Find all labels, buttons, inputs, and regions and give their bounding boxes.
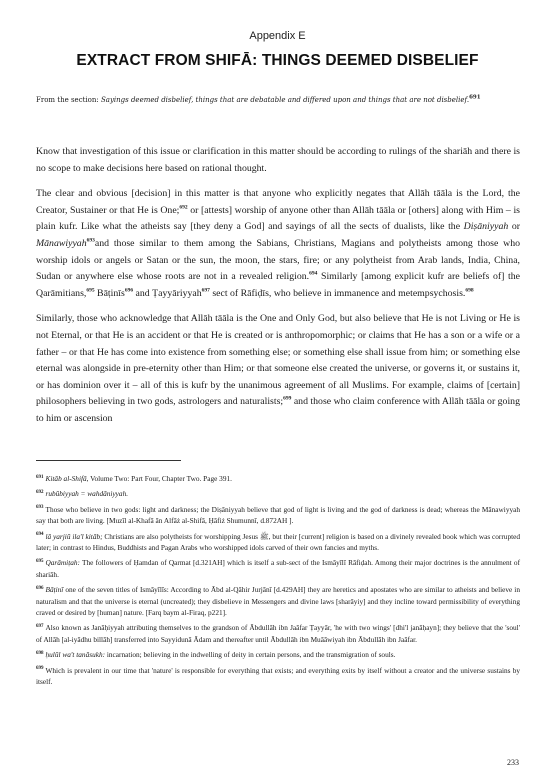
text-run: sect of Rāfiḍīs, who believe in immanence and metempsychosis.	[209, 287, 466, 299]
footnote-number: 692	[36, 489, 44, 495]
text-run: and those similar to them among the Sabians, Christians, Magians and polytheists among those who worship idols or angels or Satan or the sun, the moon, the stars, fire; or any polytheist from Arab lands, India, China, Sudan or anywhere else whose roots are not in a revealed religion.	[36, 237, 520, 283]
footnote-italic: ḥulūl wa't tanāsukh:	[45, 650, 106, 660]
footnote-text: Which is prevalent in our time that 'nature' is responsible for everything that exists; and everything exits by itself without a creator and the universe sustains by itself.	[36, 665, 520, 687]
footnote-number: 693	[36, 505, 44, 511]
footnote-item	[36, 504, 520, 527]
section-note-prefix: From the section:	[36, 96, 101, 104]
footnote-italic: lā yarjiū ila'l kitāb;	[45, 531, 103, 541]
footnote-ref[interactable]: 697	[201, 287, 210, 294]
footnote-ref[interactable]: 696	[124, 287, 134, 294]
footnote-text: Also known as Janāḥiyyah attributing themselves to the grandson of Ābdullāh ibn Jaāfar Ṭayyār, 'he with two wings' [dhi'l janāḥayn]; they believe that the 'soul' of Allāh [al-iyādhu billāh] transferred into Sayyidunā Ādam and thereafter until Ābdullāh ibn Muāāwiyah ibn Ābdullāh ibn Jaāfar.	[36, 623, 520, 644]
body-text	[36, 144, 520, 437]
text-run: or [attests] worship of anyone other than Allāh tāāla or [others] along with Him – is plain kufr. Like what the atheists say [they deny a God] and sayings of all the sects of dualists, like the	[36, 204, 520, 233]
footnote-ref[interactable]: 692	[179, 204, 188, 211]
footnote-ref[interactable]: 693	[86, 237, 95, 244]
footnote-italic: Qarāmiṭah:	[45, 558, 80, 568]
footnote-number: 697	[36, 624, 44, 630]
footnote-item	[36, 531, 520, 554]
appendix-label: Appendix E	[249, 30, 306, 42]
footnote-item	[36, 557, 520, 580]
text-run: The clear and obvious [decision] in this matter is that anyone who explicitly negates that Allāh tāāla is the Lord, the Creator, Sustainer or that He is One;	[36, 188, 520, 216]
paragraph-1: Know that investigation of this issue or clarification in this matter should be according to rulings of the shariāh and there is no scope to make decisions here based on rational thought.	[36, 146, 520, 174]
footnote-italic: Kitāb al-Shifā	[45, 474, 87, 483]
footnote-text: incarnation; believing in the indwelling of deity in certain persons, and the transmigration of souls.	[105, 650, 396, 660]
footnote-number: 691	[36, 474, 44, 480]
footnote-italic: rubūbiyyah = wahdāniyyah.	[45, 489, 129, 499]
page-title: EXTRACT FROM SHIFĀ: THINGS DEEMED DISBELIEF	[76, 52, 479, 69]
paragraph-3	[36, 311, 520, 427]
footnote-item	[36, 665, 520, 688]
footnote-number: 698	[36, 650, 44, 656]
section-note-italic: Sayings deemed disbelief, things that are debatable and differed upon and things that are not disbelief.	[100, 96, 470, 104]
text-run: or	[508, 221, 520, 233]
footnote-item	[36, 649, 520, 660]
footnote-italic: Bāṭinī	[45, 585, 64, 595]
footnote-item	[36, 622, 520, 645]
footnote-text: , Volume Two: Part Four, Chapter Two. Page 391.	[86, 474, 232, 483]
text-run: and Ṭayyāriyyah	[133, 287, 202, 299]
footnote-number: 695	[36, 559, 44, 565]
footnote-text: Those who believe in two gods: light and darkness; the Diṣāniyyah believe that god of light is living and the god of darkness is dead; whereas the Mānawiyyah say that both are living. [Muzīl al-Khafā ān Alfāż al-Shifā, Ḥāfiż Shumunnī, d.872AH ].	[36, 504, 520, 526]
footnote-ref[interactable]: 691	[469, 94, 481, 101]
text-run: Similarly, those who acknowledge that Allāh tāāla is the One and Only God, but also believe that He is not Living or He is not Eternal, or that He is an accident or that He is created or is anthropomorphic; or claims that He has a son or a wife or a father – or that He has come into existence from something else; or something else shall issue from him; or something else eternal was alongside in pre-eternity other than Him; or that someone else created the universe, or governs it, or sustains it, or has dominion over it – all of this is kufr by the unanimous agreement of all Muslims. For example, claims of [certain] philosophers believing in two gods, astrologers and naturalists;	[36, 313, 520, 408]
footnote-number: 699	[36, 666, 44, 672]
footnote-text: The followers of Ḥamdan of Qarmat [d.321AH] which is itself a sub-sect of the Ismāyīlī Rāfiḍah. Among their major doctrines is the annulment of shariāh.	[36, 558, 520, 579]
footnote-number: 694	[36, 532, 44, 538]
text-run: Similarly [among explicit kufr are beliefs of] the Qarāmitians,	[36, 271, 520, 299]
page-number: 233	[507, 758, 519, 767]
paragraph-2	[36, 186, 520, 302]
footnotes	[36, 473, 520, 692]
footnote-number: 696	[36, 585, 44, 591]
footnote-item	[36, 488, 520, 499]
text-run: and those who claim conference with Allāh tāāla or going to him or ascension	[36, 396, 520, 424]
text-run-italic: Diṣāniyyah	[463, 221, 509, 233]
footnote-item	[36, 473, 520, 484]
footnote-ref[interactable]: 694	[309, 270, 318, 277]
footnote-ref[interactable]: 699	[283, 396, 292, 403]
footnote-ref[interactable]: 695	[86, 287, 95, 294]
footnote-item	[36, 584, 520, 618]
footnote-ref[interactable]: 698	[465, 287, 474, 294]
footnote-divider	[36, 460, 181, 461]
footnote-text: one of the seven titles of Ismāyīlīs: According to Ābd al-Qāhir Jurjānī [d.429AH] they are heretics and apostates who are similar to atheists and believe in naturalism and that the universe is eternal (uncreated); they disbelieve in Messengers and divine laws [sharāyiy] and they incline toward permissibility of everything craved or desired by [human] nature. [Farq baym al-Firaq, p221].	[36, 585, 520, 618]
text-run-italic: Mānawiyyah	[36, 237, 87, 249]
text-run: Bāṭinīs	[94, 287, 125, 299]
section-note	[36, 95, 520, 105]
footnote-text: Christians are also polytheists for worshipping Jesus ﷺ, but their [current] religion is based on a divinely revealed book which was corrupted later; in contrast to Hindus, Buddhists and Pagan Arabs who worshipped idols carved of their own fancies and myths.	[36, 531, 521, 553]
